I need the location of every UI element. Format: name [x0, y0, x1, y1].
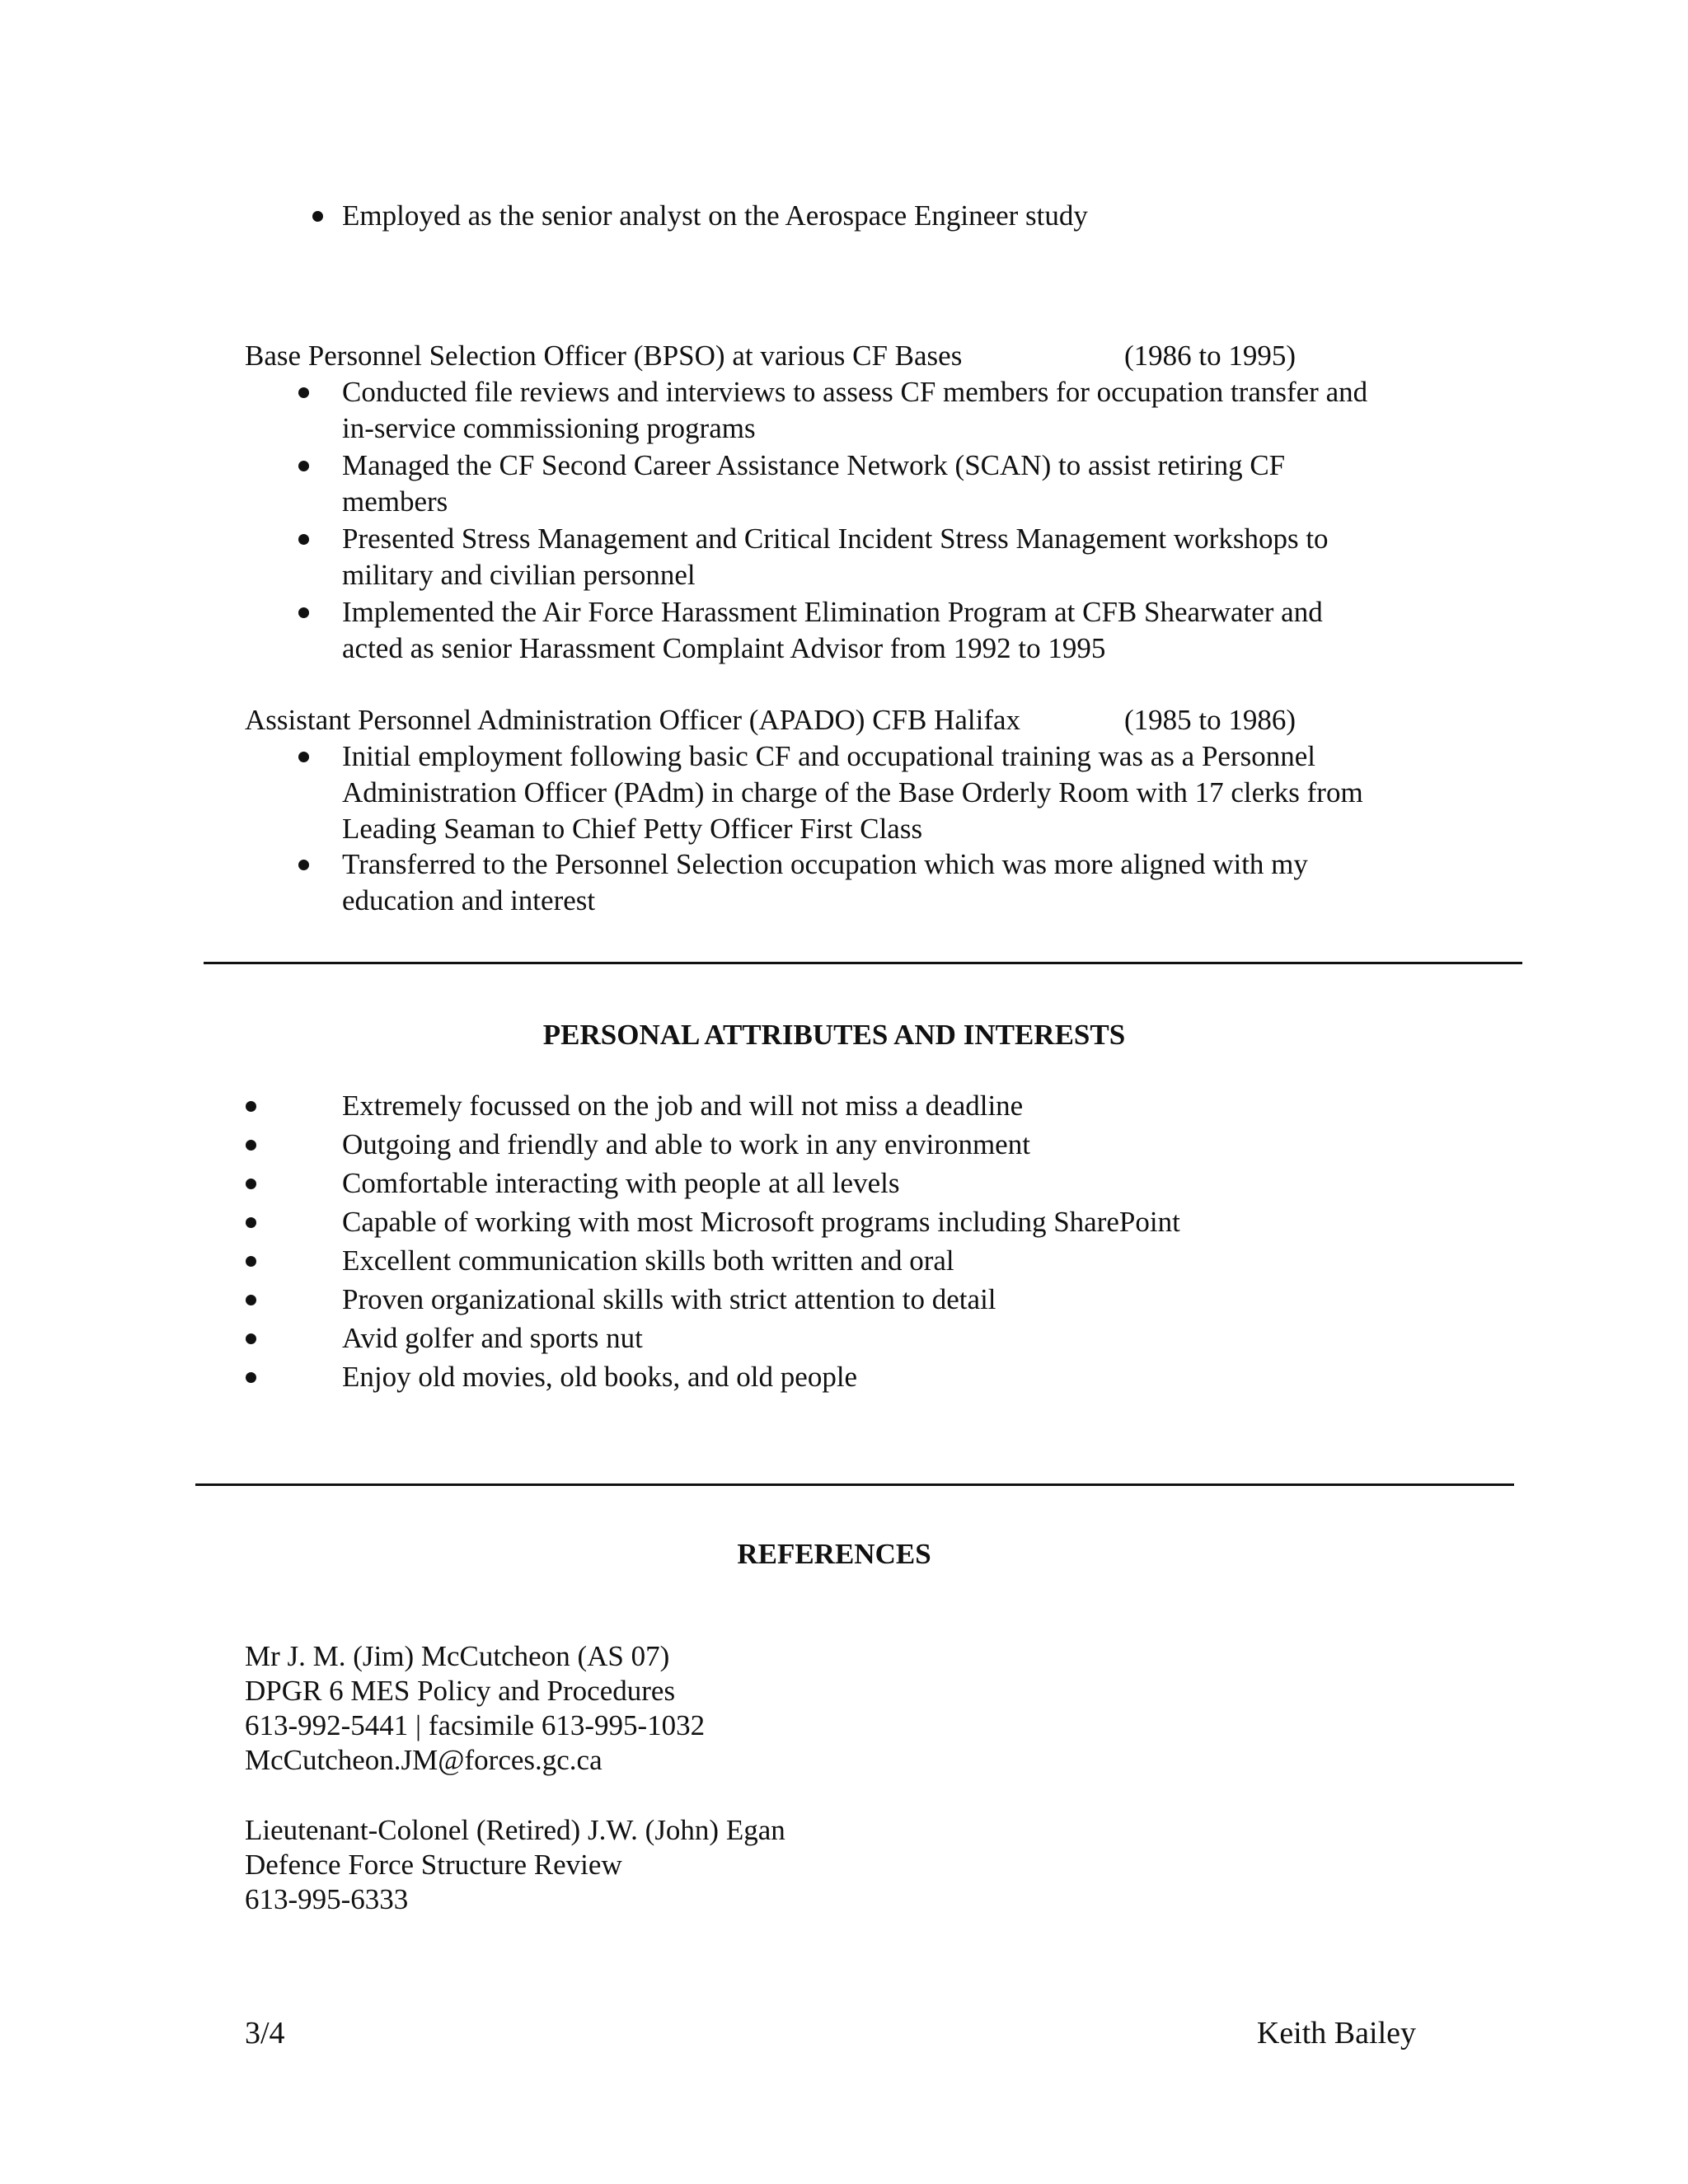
attribute-text: Excellent communication skills both written and oral	[342, 1244, 954, 1277]
attribute-text: Proven organizational skills with strict attention to detail	[342, 1283, 996, 1315]
job-title-apado: Assistant Personnel Administration Officer (APADO) CFB Halifax	[245, 704, 1021, 736]
bullet-icon	[246, 1140, 256, 1151]
job-dates-bpso: (1986 to 1995)	[1124, 340, 1296, 372]
reference-1-email: McCutcheon.JM@forces.gc.ca	[245, 1744, 603, 1776]
bpso-bullet-text: Conducted file reviews and interviews to assess CF members for occupation transfer and in-service commissioning programs	[342, 376, 1368, 444]
bullet-icon	[246, 1333, 256, 1344]
bullet-icon	[246, 1372, 256, 1383]
job-title-bpso: Base Personnel Selection Officer (BPSO) at various CF Bases	[245, 340, 963, 372]
attribute-text: Capable of working with most Microsoft programs including SharePoint	[342, 1206, 1180, 1238]
bullet-icon	[298, 860, 309, 870]
bullet-icon	[246, 1295, 256, 1305]
bullet-icon	[246, 1256, 256, 1267]
bullet-icon	[312, 211, 323, 222]
reference-2-org: Defence Force Structure Review	[245, 1849, 622, 1881]
section-divider	[204, 962, 1522, 964]
attribute-text: Extremely focussed on the job and will not miss a deadline	[342, 1090, 1024, 1122]
attribute-text: Comfortable interacting with people at all levels	[342, 1167, 900, 1199]
bullet-icon	[246, 1179, 256, 1189]
section-heading-references: REFERENCES	[737, 1538, 931, 1570]
page-number: 3/4	[245, 2016, 285, 2050]
reference-2-phone: 613-995-6333	[245, 1883, 409, 1915]
bullet-icon	[298, 461, 309, 471]
bpso-bullet-text: Implemented the Air Force Harassment Elimination Program at CFB Shearwater and acted as senior Harassment Complaint Advisor from 1992 to 1995	[342, 596, 1323, 664]
bullet-icon	[246, 1217, 256, 1228]
bullet-icon	[246, 1101, 256, 1112]
bpso-bullet-text: Presented Stress Management and Critical Incident Stress Management workshops to military and civilian personnel	[342, 523, 1329, 591]
footer-author: Keith Bailey	[1256, 2016, 1416, 2050]
job-dates-apado: (1985 to 1986)	[1124, 704, 1296, 736]
section-divider	[195, 1483, 1514, 1486]
reference-1-phone: 613-992-5441 | facsimile 613-995-1032	[245, 1709, 706, 1741]
bullet-icon	[298, 607, 309, 618]
attribute-text: Outgoing and friendly and able to work in any environment	[342, 1128, 1030, 1160]
bpso-bullet-text: Managed the CF Second Career Assistance Network (SCAN) to assist retiring CF members	[342, 449, 1286, 518]
reference-2-name: Lieutenant-Colonel (Retired) J.W. (John) Egan	[245, 1814, 785, 1846]
bullet-icon	[298, 534, 309, 545]
apado-bullet-text: Initial employment following basic CF and occupational training was as a Personnel Administration Officer (PAdm) in charge of the Base Orderly Room with 17 clerks from Leading Seaman to Chief Petty Officer First Class	[342, 740, 1363, 845]
bullet-icon	[298, 752, 309, 762]
apado-bullet-text: Transferred to the Personnel Selection occupation which was more aligned with my education and interest	[342, 848, 1308, 916]
attribute-text: Enjoy old movies, old books, and old people	[342, 1361, 858, 1393]
attribute-text: Avid golfer and sports nut	[342, 1322, 643, 1354]
section-heading-attributes: PERSONAL ATTRIBUTES AND INTERESTS	[542, 1019, 1126, 1051]
reference-1-name: Mr J. M. (Jim) McCutcheon (AS 07)	[245, 1640, 670, 1672]
reference-1-org: DPGR 6 MES Policy and Procedures	[245, 1675, 676, 1707]
career-bullet-text: Employed as the senior analyst on the Aerospace Engineer study	[342, 199, 1088, 232]
bullet-icon	[298, 387, 309, 398]
